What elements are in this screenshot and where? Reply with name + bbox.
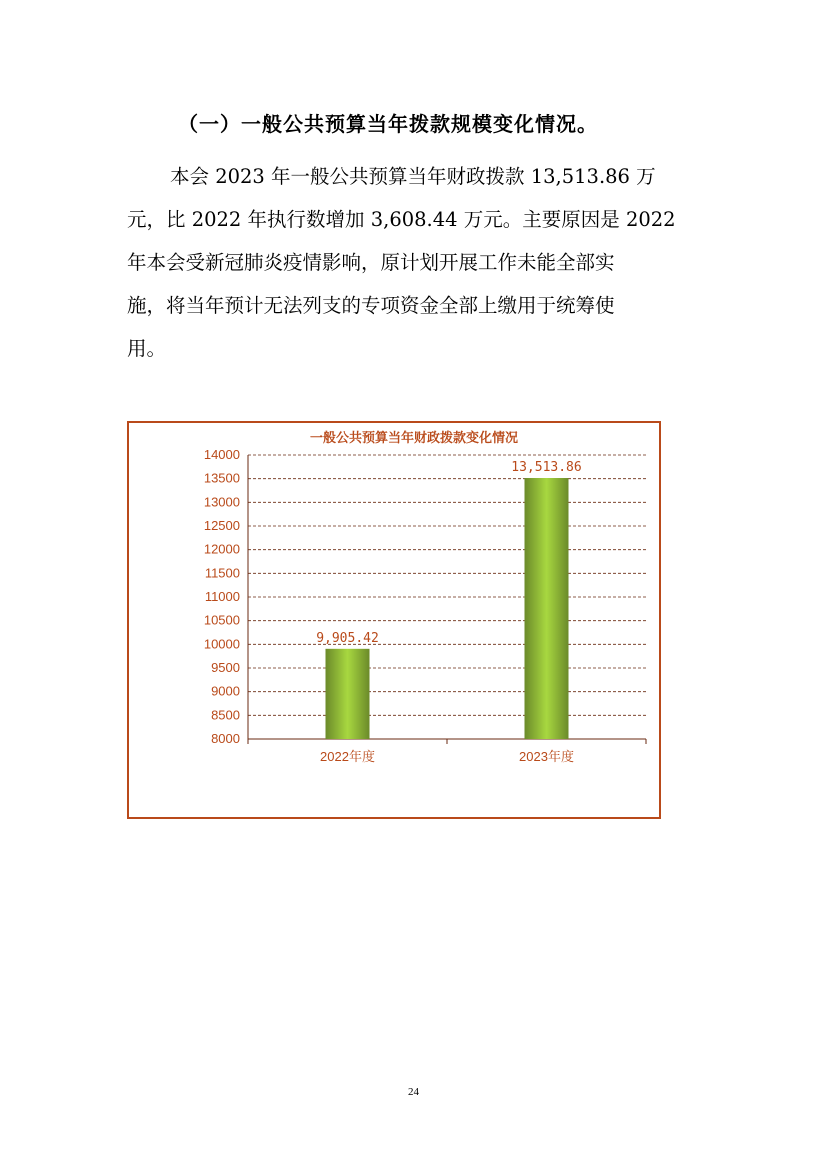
data-label: 13,513.86 (511, 460, 582, 476)
paragraph-line-3: 年本会受新冠肺炎疫情影响，原计划开展工作未能全部实 (127, 251, 615, 274)
bar (525, 478, 569, 739)
paragraph-line-1: 本会 2023 年一般公共预算当年财政拨款 13,513.86 万 (170, 165, 656, 188)
y-tick-label: 12500 (203, 518, 240, 533)
data-label: 9,905.42 (316, 630, 379, 646)
bar-chart (129, 423, 659, 817)
y-tick-label: 13000 (203, 494, 240, 510)
paragraph-line-5: 用。 (127, 337, 167, 360)
y-tick-label: 12000 (203, 541, 240, 557)
bar (326, 649, 370, 739)
section-heading: （一）一般公共预算当年拨款规模变化情况。 (178, 112, 598, 136)
page-number: 24 (408, 1086, 419, 1098)
chart-frame (127, 421, 661, 819)
y-tick-label: 9500 (211, 660, 240, 675)
y-tick-label: 11500 (204, 565, 240, 581)
y-tick-label: 11000 (204, 589, 240, 604)
y-tick-label: 10500 (203, 612, 240, 628)
y-tick-label: 9000 (211, 683, 240, 699)
x-category-label: 2023年度 (519, 749, 574, 764)
y-tick-label: 14000 (203, 447, 240, 462)
y-tick-label: 8500 (211, 707, 240, 723)
paragraph-line-4: 施，将当年预计无法列支的专项资金全部上缴用于统筹使 (127, 294, 615, 317)
paragraph-line-2: 元，比 2022 年执行数增加 3,608.44 万元。主要原因是 2022 (127, 208, 676, 231)
x-category-label: 2022年度 (320, 749, 375, 764)
y-tick-label: 13500 (203, 470, 240, 486)
chart-title: 一般公共预算当年财政拨款变化情况 (309, 431, 519, 446)
y-tick-label: 8000 (211, 731, 240, 746)
y-tick-label: 10000 (203, 636, 240, 652)
